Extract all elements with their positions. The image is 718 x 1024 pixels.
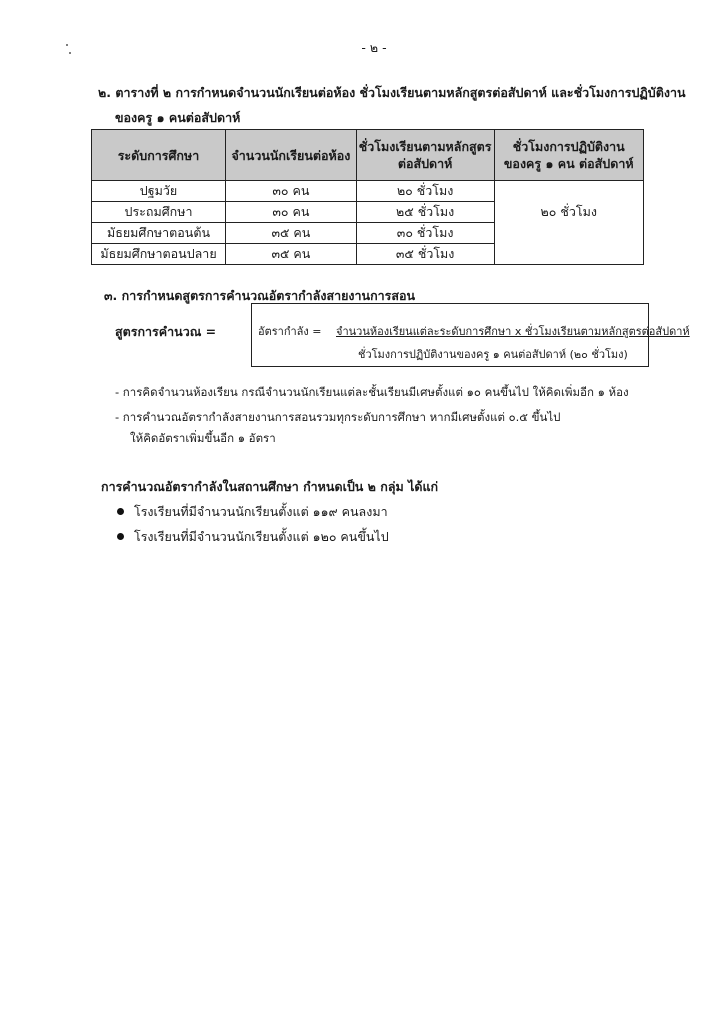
section3-heading: ๓. การกำหนดสูตรการคำนวณอัตรากำลังสายงานการสอน (104, 288, 416, 303)
cell-level: มัธยมศึกษาตอนปลาย (92, 244, 226, 265)
note-room-count: - การคิดจำนวนห้องเรียน กรณีจำนวนนักเรียนแต่ละชั้นเรียนมีเศษตั้งแต่ ๑๐ คนขึ้นไป ให้คิดเพิ่มอีก ๑ ห้อง (115, 385, 629, 399)
note-rounding-cont: ให้คิดอัตราเพิ่มขึ้นอีก ๑ อัตรา (130, 431, 276, 445)
cell-students: ๓๐ คน (226, 202, 357, 223)
section4-heading: การคำนวณอัตรากำลังในสถานศึกษา กำหนดเป็น ๒ กลุ่ม ได้แก่ (101, 479, 439, 494)
header-students: จำนวนนักเรียนต่อห้อง (226, 130, 357, 181)
header-work-hours (494, 130, 644, 181)
formula-lhs: อัตรากำลัง = (258, 325, 322, 338)
header-hours (356, 130, 494, 181)
cell-level: ปฐมวัย (92, 181, 226, 202)
header-hours-line1: ชั่วโมงเรียนตามหลักสูตร (358, 139, 492, 154)
cell-students: ๓๐ คน (226, 181, 357, 202)
formula-label: สูตรการคำนวณ = (115, 324, 217, 339)
list-item-text: โรงเรียนที่มีจำนวนนักเรียนตั้งแต่ ๑๒๐ คนขึ้นไป (134, 529, 389, 544)
cell-hours: ๒๐ ชั่วโมง (356, 181, 494, 202)
cell-students: ๓๕ คน (226, 223, 357, 244)
list-item-text: โรงเรียนที่มีจำนวนนักเรียนตั้งแต่ ๑๑๙ คนลงมา (134, 504, 388, 519)
list-item (117, 502, 388, 522)
formula-box (251, 303, 690, 367)
table-row (92, 181, 644, 202)
formula-numerator: จำนวนห้องเรียนแต่ละระดับการศึกษา x ชั่วโมงเรียนตามหลักสูตรต่อสัปดาห์ (336, 325, 690, 338)
page-number: - ๒ - (361, 40, 387, 55)
header-work-line2: ของครู ๑ คน ต่อสัปดาห์ (503, 156, 634, 171)
table-header-row (92, 130, 644, 181)
bullet-icon (117, 508, 124, 515)
cell-students: ๓๕ คน (226, 244, 357, 265)
cell-level: ประถมศึกษา (92, 202, 226, 223)
cell-level: มัธยมศึกษาตอนต้น (92, 223, 226, 244)
formula-denominator: ชั่วโมงการปฏิบัติงานของครู ๑ คนต่อสัปดาห์ (๒๐ ชั่วโมง) (358, 348, 628, 361)
cell-hours: ๒๕ ชั่วโมง (356, 202, 494, 223)
header-level: ระดับการศึกษา (92, 130, 226, 181)
note-rounding: - การคำนวณอัตรากำลังสายงานการสอนรวมทุกระดับการศึกษา หากมีเศษตั้งแต่ ๐.๕ ขึ้นไป (115, 410, 561, 424)
section2-heading-line2: ของครู ๑ คนต่อสัปดาห์ (115, 110, 241, 125)
header-work-line1: ชั่วโมงการปฏิบัติงาน (512, 139, 625, 154)
section2-heading-line1: ๒. ตารางที่ ๒ การกำหนดจำนวนนักเรียนต่อห้อง ชั่วโมงเรียนตามหลักสูตรต่อสัปดาห์ และชั่วโมงการปฏิบัติงาน (98, 85, 686, 100)
student-ratio-table (91, 129, 644, 265)
header-hours-line2: ต่อสัปดาห์ (397, 156, 453, 171)
cell-work-hours: ๒๐ ชั่วโมง (494, 181, 644, 265)
cell-hours: ๓๐ ชั่วโมง (356, 223, 494, 244)
cell-hours: ๓๕ ชั่วโมง (356, 244, 494, 265)
bullet-icon (117, 533, 124, 540)
list-item (117, 527, 389, 547)
